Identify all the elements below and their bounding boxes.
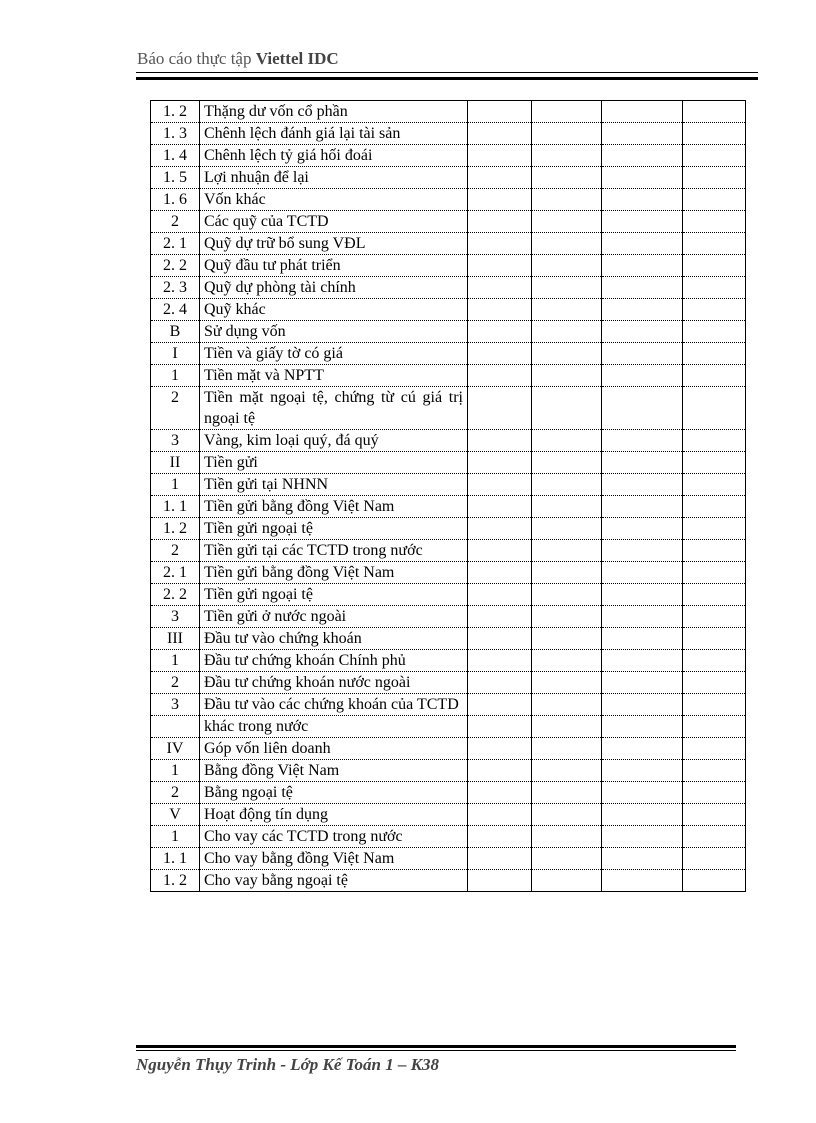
value-cell — [602, 562, 683, 584]
value-cell — [602, 496, 683, 518]
row-label: Cho vay bằng đồng Việt Nam — [200, 848, 468, 870]
value-cell — [532, 804, 602, 826]
row-label: Góp vốn liên doanh — [200, 738, 468, 760]
row-label: Quỹ khác — [200, 299, 468, 321]
value-cell — [468, 870, 532, 892]
value-cell — [468, 496, 532, 518]
row-number: 2. 4 — [151, 299, 200, 321]
row-number: 1. 2 — [151, 518, 200, 540]
value-cell — [683, 804, 746, 826]
table-row — [151, 826, 746, 848]
value-cell — [683, 738, 746, 760]
value-cell — [532, 233, 602, 255]
value-cell — [532, 277, 602, 299]
row-number: 1 — [151, 474, 200, 496]
value-cell — [468, 540, 532, 562]
row-label: Tiền và giấy tờ có giá — [200, 343, 468, 365]
value-cell — [468, 189, 532, 211]
value-cell — [602, 255, 683, 277]
value-cell — [683, 145, 746, 167]
value-cell — [532, 474, 602, 496]
value-cell — [683, 211, 746, 233]
row-label: Bằng ngoại tệ — [200, 782, 468, 804]
table-row — [151, 145, 746, 167]
value-cell — [602, 189, 683, 211]
row-label: khác trong nước — [200, 716, 468, 738]
value-cell — [468, 145, 532, 167]
table-row — [151, 518, 746, 540]
value-cell — [683, 672, 746, 694]
table-row — [151, 584, 746, 606]
row-number: 2. 1 — [151, 233, 200, 255]
value-cell — [468, 804, 532, 826]
table-row — [151, 167, 746, 189]
value-cell — [468, 277, 532, 299]
table-row — [151, 672, 746, 694]
value-cell — [468, 233, 532, 255]
value-cell — [468, 826, 532, 848]
value-cell — [683, 716, 746, 738]
row-label: Đầu tư vào chứng khoán — [200, 628, 468, 650]
value-cell — [532, 167, 602, 189]
value-cell — [532, 123, 602, 145]
value-cell — [532, 189, 602, 211]
value-cell — [683, 562, 746, 584]
value-cell — [602, 826, 683, 848]
row-label: Lợi nhuận để lại — [200, 167, 468, 189]
row-label: Hoạt động tín dụng — [200, 804, 468, 826]
row-number: 2 — [151, 387, 200, 430]
value-cell — [532, 365, 602, 387]
table-row — [151, 343, 746, 365]
row-label: Bằng đồng Việt Nam — [200, 760, 468, 782]
value-cell — [602, 167, 683, 189]
value-cell — [683, 365, 746, 387]
row-number: IV — [151, 738, 200, 760]
value-cell — [468, 321, 532, 343]
value-cell — [532, 628, 602, 650]
value-cell — [532, 518, 602, 540]
value-cell — [468, 387, 532, 430]
row-number: 2 — [151, 672, 200, 694]
value-cell — [468, 123, 532, 145]
row-number: V — [151, 804, 200, 826]
value-cell — [532, 716, 602, 738]
value-cell — [683, 474, 746, 496]
value-cell — [532, 321, 602, 343]
value-cell — [532, 694, 602, 716]
row-number: 3 — [151, 606, 200, 628]
value-cell — [468, 365, 532, 387]
value-cell — [602, 584, 683, 606]
value-cell — [602, 452, 683, 474]
row-label: Vàng, kim loại quý, đá quý — [200, 430, 468, 452]
value-cell — [532, 870, 602, 892]
table-row — [151, 321, 746, 343]
value-cell — [602, 101, 683, 123]
table-row — [151, 452, 746, 474]
value-cell — [468, 211, 532, 233]
row-number: 1. 3 — [151, 123, 200, 145]
value-cell — [602, 628, 683, 650]
value-cell — [683, 233, 746, 255]
table-row — [151, 233, 746, 255]
row-number: 1. 6 — [151, 189, 200, 211]
value-cell — [602, 694, 683, 716]
value-cell — [683, 387, 746, 430]
row-label: Cho vay bằng ngoại tệ — [200, 870, 468, 892]
value-cell — [602, 606, 683, 628]
table-row — [151, 474, 746, 496]
value-cell — [468, 430, 532, 452]
table-row — [151, 211, 746, 233]
value-cell — [602, 277, 683, 299]
header-prefix: Báo cáo thực tập — [137, 49, 252, 68]
value-cell — [532, 584, 602, 606]
row-number: 2. 2 — [151, 584, 200, 606]
value-cell — [532, 672, 602, 694]
table-row — [151, 101, 746, 123]
value-cell — [683, 255, 746, 277]
row-label: Tiền gửi — [200, 452, 468, 474]
table-row — [151, 760, 746, 782]
value-cell — [683, 650, 746, 672]
value-cell — [602, 650, 683, 672]
value-cell — [468, 452, 532, 474]
row-label: Chênh lệch đánh giá lại tài sản — [200, 123, 468, 145]
row-label: Tiền gửi tại NHNN — [200, 474, 468, 496]
row-label: Tiền mặt ngoại tệ, chứng từ cú giá trị ngoại tệ — [200, 387, 468, 430]
value-cell — [532, 540, 602, 562]
value-cell — [532, 496, 602, 518]
value-cell — [602, 321, 683, 343]
table-row — [151, 870, 746, 892]
row-number: 2. 1 — [151, 562, 200, 584]
table-row — [151, 716, 746, 738]
row-number: 1. 5 — [151, 167, 200, 189]
value-cell — [468, 628, 532, 650]
value-cell — [532, 343, 602, 365]
value-cell — [532, 782, 602, 804]
row-number: II — [151, 452, 200, 474]
value-cell — [468, 738, 532, 760]
row-label: Đầu tư vào các chứng khoán của TCTD — [200, 694, 468, 716]
table-row — [151, 628, 746, 650]
value-cell — [602, 518, 683, 540]
row-number: 1 — [151, 826, 200, 848]
value-cell — [532, 299, 602, 321]
value-cell — [683, 167, 746, 189]
value-cell — [602, 540, 683, 562]
table-row — [151, 123, 746, 145]
value-cell — [532, 387, 602, 430]
row-label: Tiền mặt và NPTT — [200, 365, 468, 387]
row-label: Cho vay các TCTD trong nước — [200, 826, 468, 848]
value-cell — [683, 496, 746, 518]
value-cell — [468, 562, 532, 584]
value-cell — [602, 760, 683, 782]
value-cell — [683, 189, 746, 211]
value-cell — [532, 826, 602, 848]
value-cell — [532, 211, 602, 233]
value-cell — [683, 540, 746, 562]
table-row — [151, 430, 746, 452]
value-cell — [532, 562, 602, 584]
row-label: Quỹ dự phòng tài chính — [200, 277, 468, 299]
value-cell — [683, 343, 746, 365]
value-cell — [683, 584, 746, 606]
row-label: Quỹ dự trữ bổ sung VĐL — [200, 233, 468, 255]
value-cell — [602, 672, 683, 694]
table-row — [151, 650, 746, 672]
row-number: 1. 4 — [151, 145, 200, 167]
value-cell — [532, 255, 602, 277]
row-label: Tiền gửi tại các TCTD trong nước — [200, 540, 468, 562]
value-cell — [683, 628, 746, 650]
row-number: 1 — [151, 365, 200, 387]
row-label: Tiền gửi ngoại tệ — [200, 584, 468, 606]
value-cell — [468, 694, 532, 716]
row-number: III — [151, 628, 200, 650]
value-cell — [683, 277, 746, 299]
report-table-body — [151, 101, 746, 892]
value-cell — [468, 672, 532, 694]
table-row — [151, 540, 746, 562]
row-label: Tiền gửi ngoại tệ — [200, 518, 468, 540]
row-number: 1 — [151, 650, 200, 672]
value-cell — [602, 430, 683, 452]
value-cell — [602, 804, 683, 826]
value-cell — [602, 123, 683, 145]
row-number: 3 — [151, 694, 200, 716]
header-rule — [136, 72, 758, 80]
value-cell — [532, 430, 602, 452]
value-cell — [683, 848, 746, 870]
table-row — [151, 562, 746, 584]
value-cell — [468, 782, 532, 804]
value-cell — [532, 650, 602, 672]
value-cell — [602, 365, 683, 387]
row-number: 2 — [151, 782, 200, 804]
value-cell — [683, 299, 746, 321]
row-number: 2. 2 — [151, 255, 200, 277]
table-row — [151, 804, 746, 826]
value-cell — [602, 870, 683, 892]
value-cell — [602, 343, 683, 365]
table-row — [151, 189, 746, 211]
value-cell — [532, 848, 602, 870]
row-label: Đầu tư chứng khoán Chính phủ — [200, 650, 468, 672]
row-label: Tiền gửi bằng đồng Việt Nam — [200, 496, 468, 518]
value-cell — [602, 211, 683, 233]
table-row — [151, 496, 746, 518]
row-number: 1. 2 — [151, 101, 200, 123]
value-cell — [602, 848, 683, 870]
value-cell — [468, 848, 532, 870]
table-row — [151, 387, 746, 430]
value-cell — [532, 145, 602, 167]
row-number: 2. 3 — [151, 277, 200, 299]
value-cell — [683, 321, 746, 343]
value-cell — [683, 694, 746, 716]
header-brand: Viettel IDC — [255, 49, 339, 68]
value-cell — [532, 606, 602, 628]
value-cell — [683, 101, 746, 123]
row-label: Đầu tư chứng khoán nước ngoài — [200, 672, 468, 694]
footer-rule — [136, 1045, 736, 1051]
value-cell — [532, 760, 602, 782]
table-row — [151, 277, 746, 299]
value-cell — [683, 870, 746, 892]
value-cell — [602, 782, 683, 804]
table-row — [151, 299, 746, 321]
row-number: 1 — [151, 760, 200, 782]
row-number — [151, 716, 200, 738]
row-label: Các quỹ của TCTD — [200, 211, 468, 233]
page-header — [137, 49, 339, 69]
value-cell — [683, 123, 746, 145]
value-cell — [468, 584, 532, 606]
row-label: Thặng dư vốn cổ phần — [200, 101, 468, 123]
value-cell — [468, 167, 532, 189]
row-number: I — [151, 343, 200, 365]
row-number: 2 — [151, 540, 200, 562]
value-cell — [602, 738, 683, 760]
row-number: 1. 1 — [151, 848, 200, 870]
row-label: Chênh lệch tỷ giá hối đoái — [200, 145, 468, 167]
value-cell — [468, 101, 532, 123]
value-cell — [468, 518, 532, 540]
value-cell — [683, 518, 746, 540]
value-cell — [532, 738, 602, 760]
table-row — [151, 694, 746, 716]
page-footer: Nguyễn Thụy Trinh - Lớp Kế Toán 1 – K38 — [136, 1055, 440, 1074]
value-cell — [602, 299, 683, 321]
row-number: 2 — [151, 211, 200, 233]
value-cell — [468, 650, 532, 672]
table-row — [151, 255, 746, 277]
value-cell — [683, 760, 746, 782]
row-number: 1. 1 — [151, 496, 200, 518]
table-row — [151, 606, 746, 628]
table-row — [151, 848, 746, 870]
row-label: Quỹ đầu tư phát triển — [200, 255, 468, 277]
table-row — [151, 365, 746, 387]
value-cell — [468, 474, 532, 496]
value-cell — [602, 716, 683, 738]
table-row — [151, 782, 746, 804]
row-label: Tiền gửi bằng đồng Việt Nam — [200, 562, 468, 584]
value-cell — [532, 452, 602, 474]
row-label: Tiền gửi ở nước ngoài — [200, 606, 468, 628]
value-cell — [532, 101, 602, 123]
value-cell — [683, 606, 746, 628]
value-cell — [602, 474, 683, 496]
row-label: Vốn khác — [200, 189, 468, 211]
value-cell — [468, 716, 532, 738]
row-number: B — [151, 321, 200, 343]
value-cell — [468, 606, 532, 628]
value-cell — [683, 430, 746, 452]
value-cell — [602, 145, 683, 167]
value-cell — [683, 782, 746, 804]
table-row — [151, 738, 746, 760]
value-cell — [602, 233, 683, 255]
value-cell — [468, 343, 532, 365]
value-cell — [468, 255, 532, 277]
value-cell — [468, 299, 532, 321]
row-number: 1. 2 — [151, 870, 200, 892]
value-cell — [683, 826, 746, 848]
value-cell — [602, 387, 683, 430]
value-cell — [683, 452, 746, 474]
row-number: 3 — [151, 430, 200, 452]
value-cell — [468, 760, 532, 782]
report-table — [150, 100, 746, 892]
row-label: Sử dụng vốn — [200, 321, 468, 343]
